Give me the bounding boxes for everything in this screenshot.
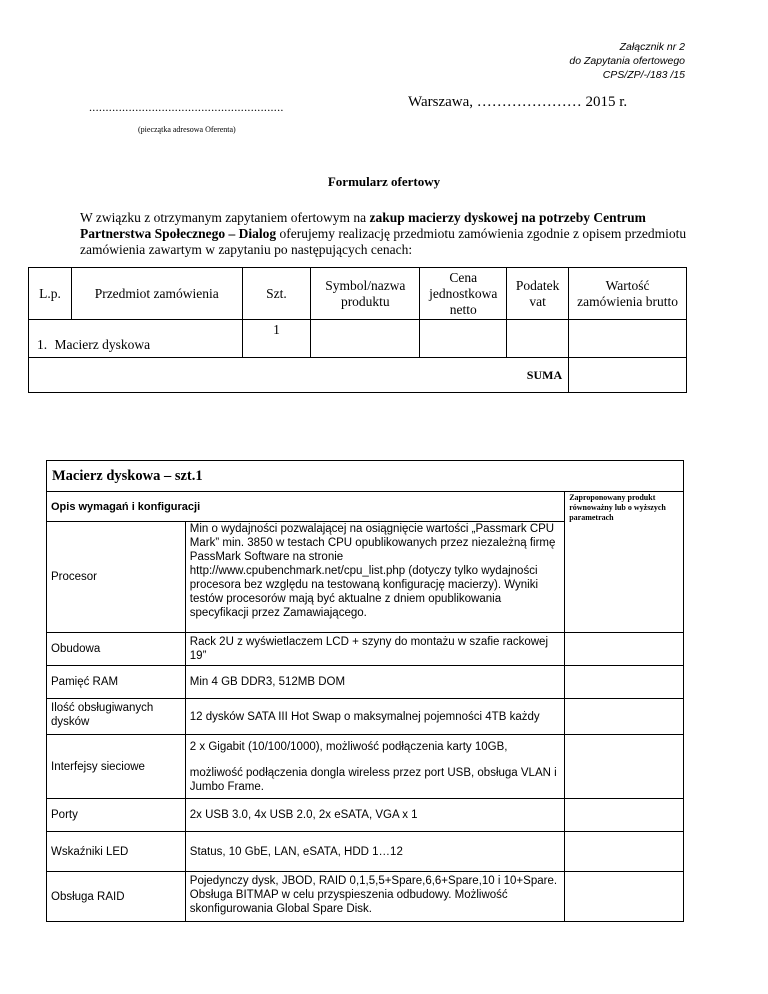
header-gross: Wartość zamówienia brutto — [569, 268, 687, 320]
spec-title: Macierz dyskowa – szt.1 — [47, 461, 684, 492]
spec-label: Obsługa RAID — [47, 872, 186, 922]
row-item-cell — [29, 320, 243, 358]
spec-value: Min o wydajności pozwalającej na osiągnięcie wartości „Passmark CPU Mark” min. 3850 w testach CPU opublikowanych przez niezależną firmę PassMark Software na stronie http://www.cpubenchmark.net/cpu_list.php (dotyczy tylko wydajności procesora bez względu na testowaną konfigurację macierzy). Wyniki testów procesorów mają być aktualne z dniem opublikowania specyfikacji przez Zamawiającego. — [185, 522, 564, 633]
intro-paragraph — [80, 210, 720, 258]
spec-value-cell — [185, 735, 564, 799]
spec-row-porty — [47, 799, 684, 832]
proposed-header: Zaproponowany produkt równoważny lub o wyższych parametrach — [565, 492, 684, 633]
spec-section: Opis wymagań i konfiguracji — [47, 492, 565, 522]
spec-proposed-cell[interactable] — [565, 666, 684, 699]
spec-label: Obudowa — [47, 633, 186, 666]
intro-text-1: W związku z otrzymanym zapytaniem ofertowym na — [80, 210, 370, 225]
spec-row-dyski — [47, 699, 684, 735]
spec-proposed-cell[interactable] — [565, 872, 684, 922]
spec-row-raid — [47, 872, 684, 922]
row-qty: 1 — [242, 320, 311, 358]
row-gross[interactable] — [569, 320, 687, 358]
header-item: Przedmiot zamówienia — [71, 268, 242, 320]
city-date: Warszawa, ………………… 2015 r. — [408, 94, 628, 110]
offer-table — [28, 267, 687, 393]
spec-label: Porty — [47, 799, 186, 832]
spec-value: Rack 2U z wyświetlaczem LCD + szyny do montażu w szafie rackowej 19” — [185, 633, 564, 666]
sum-row — [29, 358, 687, 393]
offer-header-row — [29, 268, 687, 320]
header-symbol: Symbol/nazwa produktu — [311, 268, 420, 320]
spec-title-row — [47, 461, 684, 492]
spec-label: Pamięć RAM — [47, 666, 186, 699]
header-lp: L.p. — [29, 268, 72, 320]
spec-row-interfejsy — [47, 735, 684, 799]
row-vat[interactable] — [507, 320, 569, 358]
spec-value: 12 dysków SATA III Hot Swap o maksymalnej pojemności 4TB każdy — [185, 699, 564, 735]
row-symbol[interactable] — [311, 320, 420, 358]
spec-value: 2x USB 3.0, 4x USB 2.0, 2x eSATA, VGA x 1 — [185, 799, 564, 832]
spec-label: Wskaźniki LED — [47, 832, 186, 872]
spec-value: Min 4 GB DDR3, 512MB DOM — [185, 666, 564, 699]
intro-text-2: oferujemy realizację przedmiotu zamówienia zgodnie z opisem przedmiotu zamówienia zawartym w zapytaniu po następujących cenach: — [80, 226, 687, 257]
attachment-line-1: Załącznik nr 2 — [619, 41, 685, 53]
form-title: Formularz ofertowy — [327, 174, 441, 189]
spec-table — [46, 460, 684, 922]
intro-bold: zakup macierzy dyskowej na potrzeby Centrum Partnerstwa Społecznego – Dialog — [80, 210, 646, 241]
header-vat: Podatek vat — [507, 268, 569, 320]
row-lp: 1. — [37, 337, 48, 352]
stamp-note: (pieczątka adresowa Oferenta) — [138, 125, 236, 134]
spec-value: Status, 10 GbE, LAN, eSATA, HDD 1…12 — [185, 832, 564, 872]
spec-label: Procesor — [47, 522, 186, 633]
spec-label: Interfejsy sieciowe — [47, 735, 186, 799]
header-qty: Szt. — [242, 268, 311, 320]
attachment-line-2: do Zapytania ofertowego — [569, 55, 685, 67]
spec-proposed-cell[interactable] — [565, 735, 684, 799]
spec-proposed-cell[interactable] — [565, 699, 684, 735]
spec-row-ram — [47, 666, 684, 699]
spec-row-led — [47, 832, 684, 872]
offer-row — [29, 320, 687, 358]
spec-label: Ilość obsługiwanych dysków — [47, 699, 186, 735]
spec-value-2: możliwość podłączenia dongla wireless przez port USB, obsługa VLAN i Jumbo Frame. — [189, 767, 557, 793]
spec-proposed-cell[interactable] — [565, 799, 684, 832]
spec-section-row — [47, 492, 684, 522]
sum-label: SUMA — [29, 358, 569, 393]
attachment-header — [569, 40, 685, 82]
sum-value[interactable] — [569, 358, 687, 393]
spec-proposed-cell[interactable] — [565, 832, 684, 872]
row-net-price[interactable] — [420, 320, 507, 358]
spec-row-obudowa — [47, 633, 684, 666]
stamp-dots: ........................................................... — [89, 100, 284, 114]
spec-value: 2 x Gigabit (10/100/1000), możliwość podłączenia karty 10GB, — [189, 741, 508, 753]
spec-value: Pojedynczy dysk, JBOD, RAID 0,1,5,5+Spare,6,6+Spare,10 i 10+Spare. Obsługa BITMAP w celu przyspieszenia odbudowy. Możliwość skonfigurowania Global Spare Disk. — [185, 872, 564, 922]
row-item: Macierz dyskowa — [54, 337, 151, 352]
attachment-line-3: CPS/ZP/-/183 /15 — [602, 69, 685, 81]
spec-proposed-cell[interactable] — [565, 633, 684, 666]
header-net-price: Cena jednostkowa netto — [420, 268, 507, 320]
